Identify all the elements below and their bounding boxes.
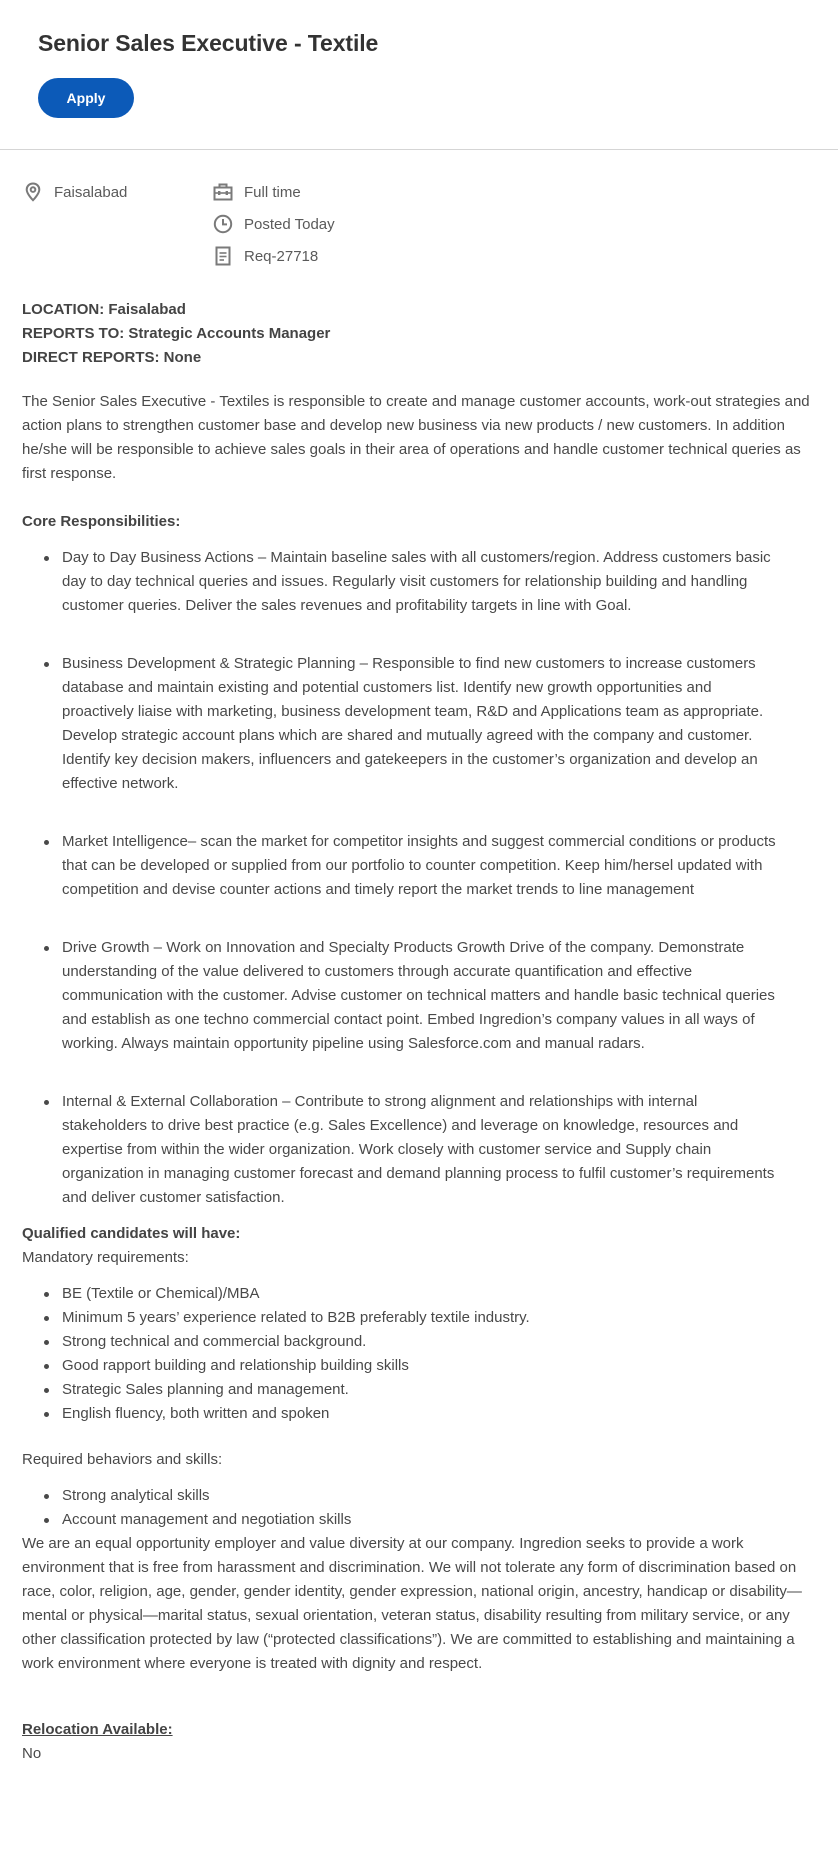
list-item: Strategic Sales planning and management. <box>22 1378 812 1402</box>
meta-requisition-text: Req-27718 <box>244 247 319 265</box>
job-description <box>22 298 812 1766</box>
relocation-heading: Relocation Available: <box>22 1721 173 1738</box>
summary-direct-reports: DIRECT REPORTS: None <box>22 349 202 366</box>
list-item: Drive Growth – Work on Innovation and Specialty Products Growth Drive of the company. Demonstrate understanding of the value delivered to customers through accurate quantification and effective communication with the customer. Advise customer on technical matters and handle basic technical queries and establish as one techno commercial contact point. Embed Ingredion’s company values in all ways of working. Always maintain opportunity pipeline using Salesforce.com and manual radars. <box>22 936 812 1056</box>
meta-posted-text: Posted Today <box>244 215 335 233</box>
meta-location <box>22 180 127 204</box>
list-item: Market Intelligence– scan the market for competitor insights and suggest commercial conditions or products that can be developed or supplied from our portfolio to counter competition. Keep him/hersel updated with competition and devise counter actions and timely report the market trends to line management <box>22 830 812 902</box>
list-item: BE (Textile or Chemical)/MBA <box>22 1282 812 1306</box>
list-item: English fluency, both written and spoken <box>22 1402 812 1426</box>
list-item: Internal & External Collaboration – Contribute to strong alignment and relationships with internal stakeholders to drive best practice (e.g. Sales Excellence) and leverage on knowledge, resources and expertise from within the wider organization. Work closely with customer service and Supply chain organization in managing customer forecast and demand planning process to fulfil customer’s requirements and deliver customer satisfaction. <box>22 1090 812 1210</box>
meta-requisition <box>212 244 318 268</box>
list-item: Business Development & Strategic Planning – Responsible to find new customers to increase customers database and maintain existing and potential customers list. Identify new growth opportunities and proactively liaise with marketing, business development team, R&D and Applications team as appropriate. Develop strategic account plans which are shared and mutually agreed with the company and customer. Identify key decision makers, influencers and gatekeepers in the customer’s organization and develop an effective network. <box>22 652 812 796</box>
job-title: Senior Sales Executive - Textile <box>38 30 379 56</box>
briefcase-icon <box>212 181 234 203</box>
behaviors-list <box>22 1484 812 1532</box>
clock-icon <box>212 213 234 235</box>
list-item: Good rapport building and relationship building skills <box>22 1354 812 1378</box>
list-item: Strong analytical skills <box>22 1484 812 1508</box>
document-icon <box>212 245 234 267</box>
list-item: Minimum 5 years’ experience related to B2B preferably textile industry. <box>22 1306 812 1330</box>
apply-button[interactable]: Apply <box>38 78 134 118</box>
relocation-value: No <box>22 1745 42 1762</box>
list-item: Account management and negotiation skills <box>22 1508 812 1532</box>
meta-job-type-text: Full time <box>244 183 301 201</box>
summary-location: LOCATION: Faisalabad <box>22 301 186 318</box>
mandatory-list <box>22 1282 812 1426</box>
job-header <box>0 0 838 150</box>
location-pin-icon <box>22 181 44 203</box>
core-responsibilities-list <box>22 546 812 1210</box>
list-item: Strong technical and commercial background. <box>22 1330 812 1354</box>
meta-job-type <box>212 180 301 204</box>
behaviors-label: Required behaviors and skills: <box>22 1451 223 1468</box>
core-responsibilities-heading: Core Responsibilities: <box>22 513 181 530</box>
meta-posted <box>212 212 335 236</box>
meta-location-text: Faisalabad <box>54 183 128 201</box>
list-item: Day to Day Business Actions – Maintain baseline sales with all customers/region. Address customers basic day to day technical queries and issues. Regularly visit customers for relationship building and handling customer queries. Deliver the sales revenues and profitability targets in line with Goal. <box>22 546 812 618</box>
intro-paragraph: The Senior Sales Executive - Textiles is responsible to create and manage customer accounts, work-out strategies and action plans to strengthen customer base and develop new business via new products / new customers. In addition he/she will be responsible to achieve sales goals in their area of operations and handle customer technical queries as first response. <box>22 393 810 482</box>
summary-reports-to: REPORTS TO: Strategic Accounts Manager <box>22 325 331 342</box>
eeo-statement: We are an equal opportunity employer and value diversity at our company. Ingredion seeks to provide a work environment that is free from harassment and discrimination. We will not tolerate any form of discrimination based on race, color, religion, age, gender, gender identity, gender expression, national origin, ancestry, handicap or disability—mental or physical—marital status, sexual orientation, veteran status, disability resulting from military service, or any other classification protected by law (“protected classifications”). We are committed to establishing and maintaining a work environment where everyone is treated with dignity and respect. <box>22 1535 802 1672</box>
mandatory-label: Mandatory requirements: <box>22 1249 189 1266</box>
qualifications-heading: Qualified candidates will have: <box>22 1225 241 1242</box>
job-meta <box>22 180 422 280</box>
